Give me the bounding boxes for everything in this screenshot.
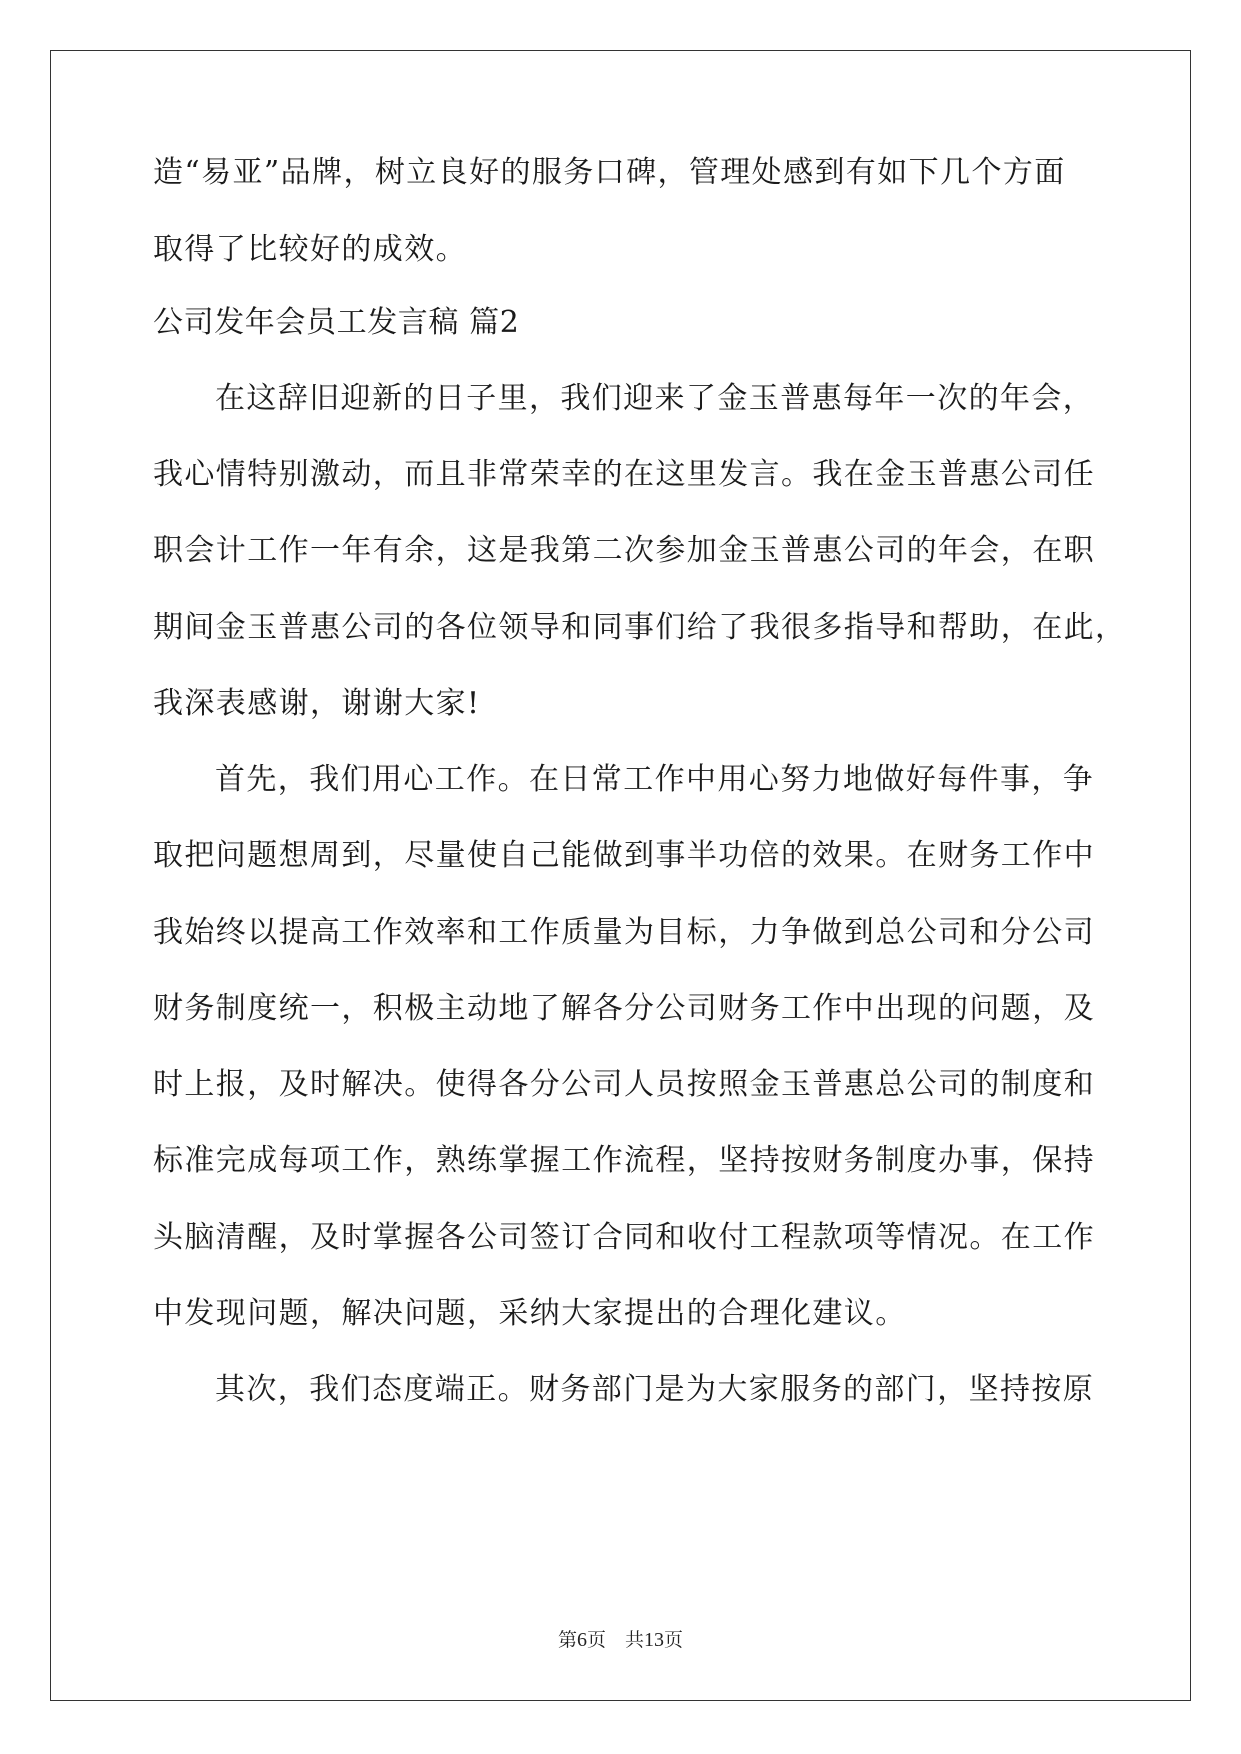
section-heading: 公司发年会员工发言稿 篇2 bbox=[153, 305, 520, 340]
paragraph-line: 标准完成每项工作，熟练掌握工作流程，坚持按财务制度办事，保持 bbox=[153, 1143, 1095, 1178]
current-page-number: 6 bbox=[576, 1629, 587, 1651]
footer-prefix: 第 bbox=[557, 1629, 577, 1651]
footer-total-prefix: 共 bbox=[625, 1629, 645, 1651]
paragraph-line: 中发现问题，解决问题，采纳大家提出的合理化建议。 bbox=[153, 1296, 907, 1331]
footer-total-suffix: 页 bbox=[664, 1629, 684, 1651]
paragraph-line: 造“易亚”品牌，树立良好的服务口碑，管理处感到有如下几个方面 bbox=[153, 155, 1066, 190]
footer-page-suffix: 页 bbox=[586, 1629, 606, 1651]
paragraph-line: 取把问题想周到，尽量使自己能做到事半功倍的效果。在财务工作中 bbox=[153, 838, 1095, 873]
paragraph-line: 我心情特别激动，而且非常荣幸的在这里发言。我在金玉普惠公司任 bbox=[153, 457, 1095, 492]
paragraph-line: 职会计工作一年有余，这是我第二次参加金玉普惠公司的年会，在职 bbox=[153, 533, 1095, 568]
paragraph-line: 首先，我们用心工作。在日常工作中用心努力地做好每件事，争 bbox=[215, 762, 1095, 797]
paragraph-line: 其次，我们态度端正。财务部门是为大家服务的部门，坚持按原 bbox=[215, 1372, 1095, 1407]
paragraph-line: 我深表感谢，谢谢大家! bbox=[153, 686, 481, 721]
page-footer bbox=[0, 1628, 1241, 1652]
paragraph-line: 财务制度统一，积极主动地了解各分公司财务工作中出现的问题，及 bbox=[153, 991, 1095, 1026]
total-pages-number: 13 bbox=[644, 1629, 665, 1651]
paragraph-line: 取得了比较好的成效。 bbox=[153, 232, 467, 267]
paragraph-line: 时上报，及时解决。使得各分公司人员按照金玉普惠总公司的制度和 bbox=[153, 1067, 1095, 1102]
paragraph-line: 我始终以提高工作效率和工作质量为目标，力争做到总公司和分公司 bbox=[153, 915, 1095, 950]
paragraph-line: 头脑清醒，及时掌握各公司签订合同和收付工程款项等情况。在工作 bbox=[153, 1220, 1095, 1255]
paragraph-line: 在这辞旧迎新的日子里，我们迎来了金玉普惠每年一次的年会， bbox=[215, 381, 1095, 416]
paragraph-line: 期间金玉普惠公司的各位领导和同事们给了我很多指导和帮助，在此， bbox=[153, 610, 1127, 645]
